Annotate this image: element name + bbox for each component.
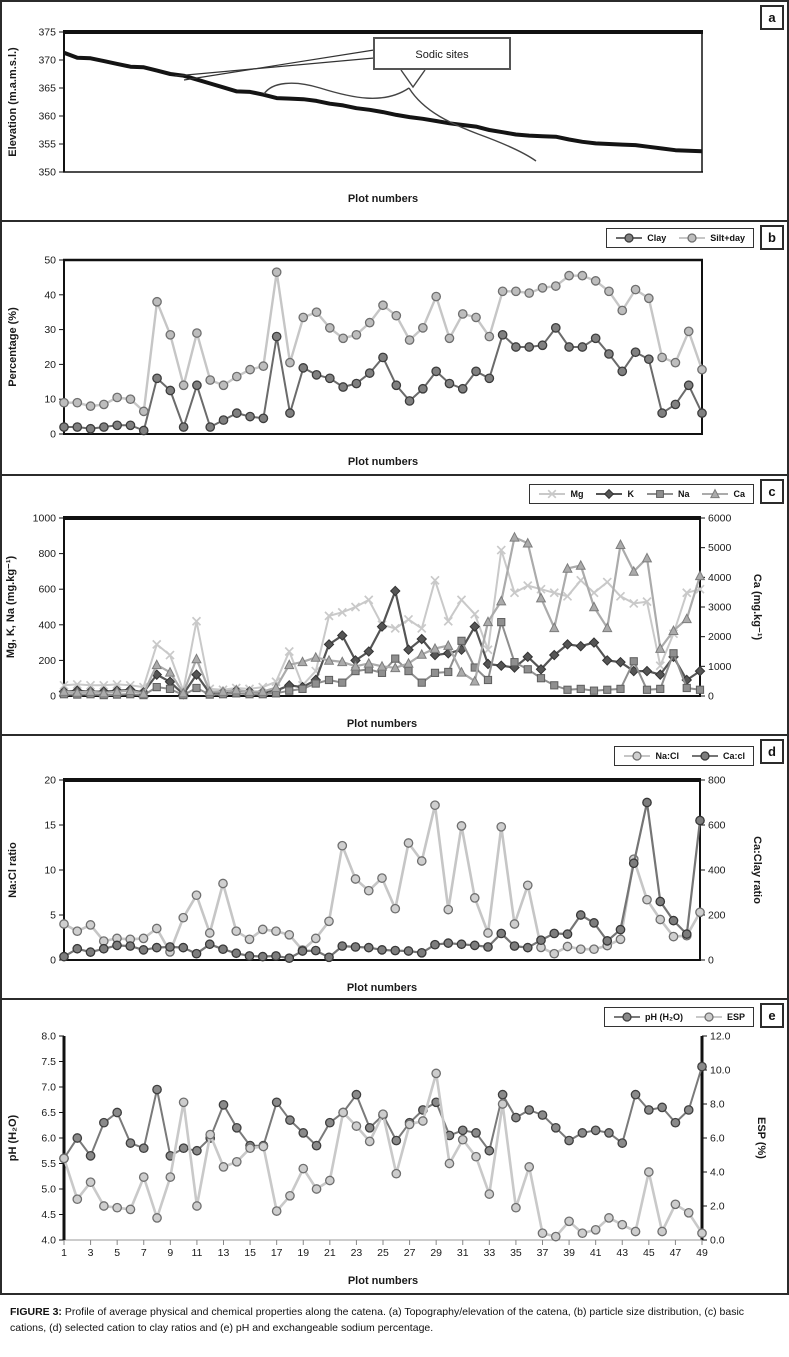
svg-text:45: 45 [642, 1247, 655, 1259]
svg-text:39: 39 [563, 1247, 575, 1259]
svg-text:47: 47 [669, 1247, 682, 1259]
svg-text:10: 10 [44, 864, 56, 877]
svg-text:27: 27 [403, 1247, 416, 1259]
left-axis [7, 255, 64, 441]
left-axis [7, 775, 64, 967]
svg-text:0: 0 [50, 428, 56, 441]
svg-text:6.0: 6.0 [710, 1132, 725, 1145]
chart-d [2, 736, 787, 998]
panel-c-basic-cations [0, 474, 789, 736]
svg-text:3: 3 [87, 1247, 94, 1259]
svg-text:400: 400 [708, 864, 726, 877]
svg-text:0: 0 [50, 954, 56, 967]
legend-c [529, 484, 754, 504]
svg-text:8.0: 8.0 [41, 1030, 56, 1043]
legend-item-ph-h-o [613, 1011, 683, 1023]
right-axis [700, 775, 763, 967]
svg-text:360: 360 [38, 110, 56, 123]
left-axis [5, 513, 64, 703]
svg-text:7.5: 7.5 [41, 1056, 56, 1068]
svg-text:20: 20 [44, 774, 56, 787]
x-axis-label: Plot numbers [347, 193, 419, 205]
chart-b [2, 222, 787, 474]
legend-label: K [627, 489, 634, 499]
svg-text:12.0: 12.0 [710, 1030, 731, 1043]
svg-text:Sodic sites: Sodic sites [415, 49, 469, 61]
chart-c [2, 476, 787, 734]
legend-item-na [646, 488, 690, 500]
svg-text:4.5: 4.5 [41, 1209, 56, 1221]
legend-item-silt-day [678, 232, 745, 244]
svg-text:10.0: 10.0 [710, 1064, 731, 1077]
legend-marker-ca [701, 488, 729, 500]
svg-text:6.0: 6.0 [41, 1132, 56, 1145]
svg-text:pH (H₂O): pH (H₂O) [7, 1114, 19, 1162]
svg-text:Ca:Clay ratio: Ca:Clay ratio [751, 836, 763, 904]
legend-item-ca-cl [691, 750, 745, 762]
svg-text:4.0: 4.0 [710, 1166, 725, 1179]
legend-label: Ca [733, 489, 745, 499]
svg-text:ESP (%): ESP (%) [755, 1117, 767, 1159]
svg-text:Mg, K, Na (mg.kg⁻¹): Mg, K, Na (mg.kg⁻¹) [5, 555, 17, 659]
legend-item-ca [701, 488, 745, 500]
legend-label: Na:Cl [655, 751, 679, 761]
svg-text:11: 11 [191, 1247, 203, 1259]
svg-text:37: 37 [536, 1247, 549, 1259]
svg-text:1000: 1000 [32, 512, 56, 525]
svg-text:375: 375 [38, 26, 56, 39]
svg-text:400: 400 [38, 619, 56, 632]
legend-label: Silt+day [710, 233, 745, 243]
caption-label: FIGURE 3: [10, 1306, 62, 1318]
svg-text:355: 355 [38, 138, 56, 151]
svg-text:7: 7 [140, 1247, 147, 1259]
x-axis-label: Plot numbers [346, 718, 418, 730]
legend-item-mg [538, 488, 583, 500]
plot-frame [63, 260, 703, 434]
x-axis-label: Plot numbers [347, 456, 419, 468]
legend-marker-clay [615, 232, 643, 244]
series-na-cl [60, 801, 704, 958]
legend-marker-esp [695, 1011, 723, 1023]
panel-a-topography [0, 0, 789, 222]
svg-text:33: 33 [483, 1247, 496, 1259]
svg-text:43: 43 [616, 1247, 629, 1259]
svg-text:23: 23 [350, 1247, 363, 1259]
legend-e [604, 1007, 754, 1027]
svg-text:21: 21 [323, 1247, 336, 1259]
legend-label: ESP [726, 1012, 745, 1022]
legend-marker-na-cl [623, 750, 651, 762]
panel-b-particle-size [0, 220, 789, 476]
svg-text:800: 800 [708, 774, 726, 787]
svg-text:800: 800 [38, 548, 56, 561]
svg-text:10: 10 [44, 393, 56, 406]
series-k [59, 586, 704, 698]
svg-text:2000: 2000 [708, 631, 732, 644]
chart-a [2, 2, 787, 220]
svg-text:15: 15 [244, 1247, 256, 1259]
legend-b [606, 228, 754, 248]
svg-text:5000: 5000 [708, 542, 732, 555]
svg-text:49: 49 [696, 1247, 708, 1259]
svg-text:19: 19 [297, 1247, 310, 1259]
svg-text:600: 600 [38, 583, 56, 596]
svg-text:Ca (mg.kg⁻¹): Ca (mg.kg⁻¹) [751, 573, 763, 641]
right-axis [702, 1031, 767, 1247]
svg-text:370: 370 [38, 54, 56, 67]
svg-text:1: 1 [61, 1247, 67, 1259]
annotation-sodic-sites [175, 38, 536, 161]
svg-text:40: 40 [44, 289, 56, 302]
legend-marker-na [646, 488, 674, 500]
svg-text:17: 17 [270, 1247, 283, 1259]
svg-text:0: 0 [708, 690, 714, 703]
panel-letter-a: a [760, 5, 784, 30]
svg-text:50: 50 [44, 254, 56, 267]
x-axis-label: Plot numbers [346, 982, 418, 994]
x-axis-label: Plot numbers [347, 1275, 419, 1287]
svg-text:13: 13 [217, 1247, 230, 1259]
panel-letter-b: b [760, 225, 784, 250]
svg-text:5: 5 [50, 909, 56, 922]
legend-label: Mg [570, 489, 584, 499]
svg-text:1000: 1000 [708, 660, 732, 673]
svg-text:5.5: 5.5 [41, 1158, 56, 1170]
figure-caption [0, 1295, 789, 1337]
svg-text:Elevation (m.a.m.s.l.): Elevation (m.a.m.s.l.) [7, 47, 19, 157]
panel-letter-e: e [760, 1003, 784, 1028]
svg-text:200: 200 [708, 909, 726, 922]
svg-text:200: 200 [38, 654, 56, 667]
legend-marker-silt-day [678, 232, 706, 244]
svg-text:0: 0 [50, 690, 56, 703]
panel-letter-d: d [760, 739, 784, 764]
svg-text:29: 29 [430, 1247, 443, 1259]
svg-text:35: 35 [510, 1247, 522, 1259]
svg-text:7.0: 7.0 [41, 1081, 56, 1094]
legend-label: Na [677, 489, 690, 499]
svg-text:25: 25 [377, 1247, 389, 1259]
svg-text:2.0: 2.0 [710, 1200, 725, 1213]
svg-text:5: 5 [114, 1247, 121, 1259]
svg-text:15: 15 [44, 819, 56, 832]
svg-text:4000: 4000 [708, 571, 732, 584]
svg-text:350: 350 [38, 166, 56, 179]
legend-item-esp [695, 1011, 745, 1023]
legend-label: pH (H₂O) [644, 1012, 683, 1022]
svg-text:365: 365 [38, 82, 56, 95]
right-axis [700, 513, 763, 703]
svg-text:0: 0 [708, 954, 714, 967]
svg-text:3000: 3000 [708, 601, 732, 614]
x-axis-ticks [61, 1240, 708, 1259]
svg-text:6000: 6000 [708, 512, 732, 525]
panel-letter-c: c [760, 479, 784, 504]
svg-text:4.0: 4.0 [41, 1234, 56, 1247]
legend-label: Ca:cl [722, 751, 745, 761]
svg-text:5.0: 5.0 [41, 1183, 56, 1196]
legend-marker-ph-h-o [613, 1011, 641, 1023]
svg-text:9: 9 [167, 1247, 174, 1259]
legend-item-k [595, 488, 634, 500]
left-axis [7, 1031, 64, 1247]
series-silt-day [60, 268, 706, 416]
svg-text:Na:Cl ratio: Na:Cl ratio [7, 842, 19, 898]
legend-marker-ca-cl [691, 750, 719, 762]
legend-item-clay [615, 232, 666, 244]
series-clay [60, 324, 706, 435]
svg-text:6.5: 6.5 [41, 1107, 56, 1119]
legend-marker-mg [538, 488, 566, 500]
svg-text:20: 20 [44, 358, 56, 371]
svg-text:Percentage (%): Percentage (%) [7, 307, 19, 387]
legend-label: Clay [647, 233, 667, 243]
legend-d [614, 746, 754, 766]
legend-marker-k [595, 488, 623, 500]
chart-e [2, 1000, 787, 1293]
svg-text:41: 41 [589, 1247, 602, 1259]
svg-text:8.0: 8.0 [710, 1098, 725, 1111]
svg-text:0.0: 0.0 [710, 1234, 725, 1247]
svg-text:600: 600 [708, 819, 726, 832]
svg-text:30: 30 [44, 324, 56, 337]
panel-e-ph-esp [0, 998, 789, 1295]
panel-d-cation-clay-ratios [0, 734, 789, 1000]
legend-item-na-cl [623, 750, 679, 762]
left-axis [7, 27, 64, 179]
caption-text: Profile of average physical and chemical properties along the catena. (a) Topography/elevation of the catena, (b) particle size distribution, (c) basic cations, (d) selected cation to clay ratios and (e) pH and exchangeable sodium percentage. [10, 1306, 745, 1334]
svg-text:31: 31 [456, 1247, 469, 1259]
